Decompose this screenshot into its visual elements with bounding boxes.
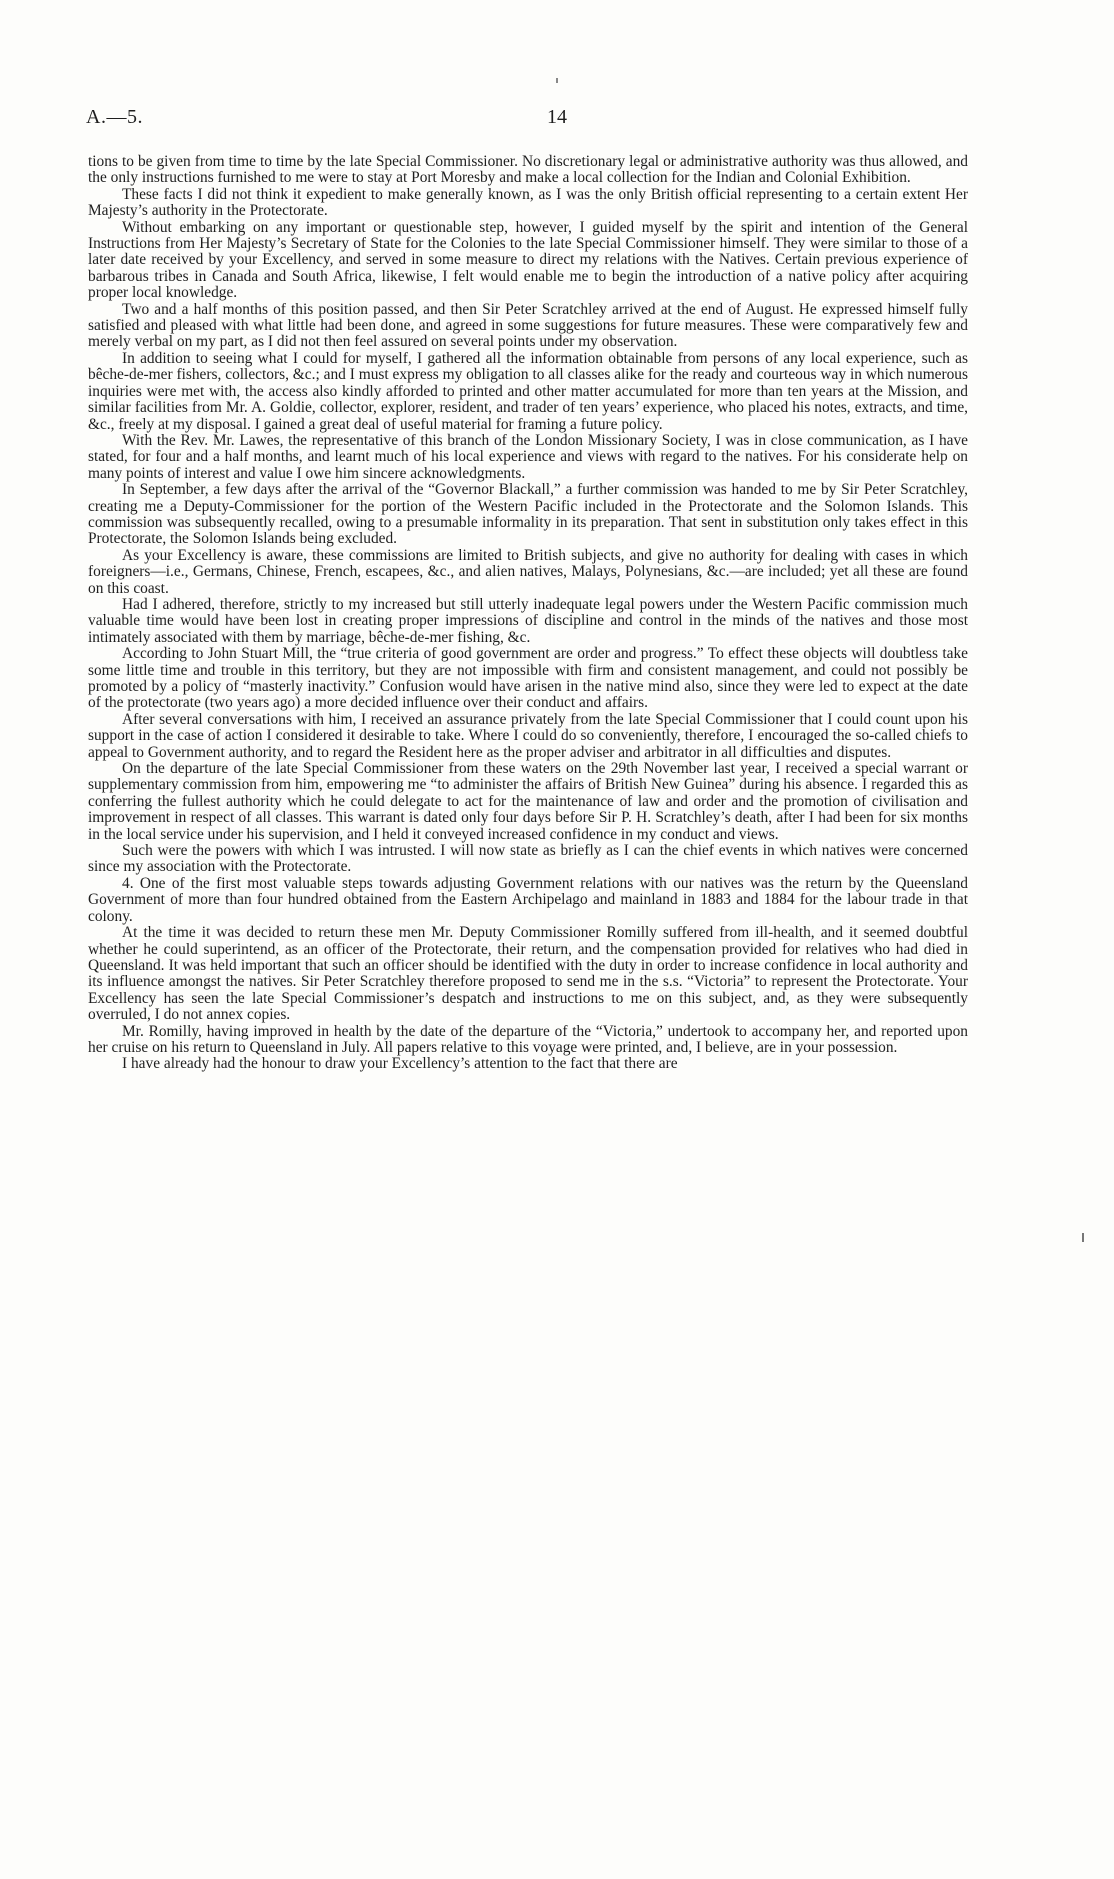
paragraph: After several conversations with him, I received an assurance privately from the late Special Commissioner that I could count upon his support in the case of action I considered it desirable to take. Where I could do so conveniently, therefore, I encouraged the so-called chiefs to appeal to Government authority, and to regard the Resident here as the proper adviser and arbitrator in all difficulties and disputes. <box>88 710 968 761</box>
page-header <box>86 106 1028 136</box>
paragraph: With the Rev. Mr. Lawes, the representative of this branch of the London Missionary Society, I was in close communication, as I have stated, for four and a half months, and learnt much of his local experience and views with regard to the natives. For his considerate help on many points of interest and value I owe him sincere acknowledgments. <box>88 431 968 482</box>
page-number: 14 <box>547 106 567 128</box>
paragraph: At the time it was decided to return these men Mr. Deputy Commissioner Romilly suffered from ill-health, and it seemed doubtful whether he could superintend, as an officer of the Protectorate, their return, and the compensation provided for relatives who had died in Queensland. It was held important that such an officer should be identified with the duty in order to increase confidence in local authority and its influence amongst the natives. Sir Peter Scratchley therefore proposed to send me in the s.s. “Victoria” to represent the Protectorate. Your Excellency has seen the late Special Commissioner’s despatch and instructions to me on this subject, and, as they were subsequently overruled, I do not annex copies. <box>88 924 968 1024</box>
paragraph: Two and a half months of this position passed, and then Sir Peter Scratchley arrived at the end of August. He expressed himself fully satisfied and pleased with what little had been done, and agreed in some suggestions for future measures. These were comparatively few and merely verbal on my part, as I did not then feel assured on several points under my observation. <box>88 300 968 351</box>
section-paragraph: 4. One of the first most valuable steps towards adjusting Government relations with our natives was the return by the Queensland Government of more than four hundred obtained from the Eastern Archipelago and mainland in 1883 and 1884 for the labour trade in that colony. <box>88 874 968 925</box>
paragraph: In September, a few days after the arrival of the “Governor Blackall,” a further commission was handed to me by Sir Peter Scratchley, creating me a Deputy-Commissioner for the portion of the Western Pacific included in the Protectorate and the Solomon Islands. This commission was subsequently recalled, owing to a presumable informality in its preparation. That sent in substitution only takes effect in this Protectorate, the Solomon Islands being excluded. <box>88 481 968 548</box>
paragraph: tions to be given from time to time by the late Special Commissioner. No discretionary legal or administrative authority was thus allowed, and the only instructions furnished to me were to stay at Port Moresby and make a local collection for the Indian and Colonial Exhibition. <box>88 153 968 187</box>
paragraph: In addition to seeing what I could for myself, I gathered all the information obtainable from persons of any local experience, such as bêche-de-mer fishers, collectors, &c.; and I must express my obligation to all classes alike for the ready and courteous way in which numerous inquiries were met with, the access also kindly afforded to printed and other matter accumulated for more than ten years at the Mission, and similar facilities from Mr. A. Goldie, collector, explorer, resident, and trader of ten years’ experience, who placed his notes, extracts, and time, &c., freely at my disposal. I gained a great deal of useful material for framing a future policy. <box>88 349 968 433</box>
body-text <box>88 154 968 1073</box>
document-reference: A.—5. <box>86 106 143 128</box>
scan-speck <box>1082 1233 1084 1242</box>
paragraph: As your Excellency is aware, these commissions are limited to British subjects, and give no authority for dealing with cases in which foreigners—i.e., Germans, Chinese, French, escapees, &c., and alien natives, Malays, Polynesians, &c.—are included; yet all these are found on this coast. <box>88 546 968 597</box>
paragraph: Without embarking on any important or questionable step, however, I guided myself by the spirit and intention of the General Instructions from Her Majesty’s Secretary of State for the Colonies to the late Special Commissioner himself. They were similar to those of a later date received by your Excellency, and served in some measure to direct my relations with the Natives. Certain previous experience of barbarous tribes in Canada and South Africa, likewise, I felt would enable me to begin the introduction of a native policy after acquiring proper local knowledge. <box>88 218 968 302</box>
paragraph: I have already had the honour to draw your Excellency’s attention to the fact that there are <box>122 1055 678 1073</box>
paragraph: Such were the powers with which I was intrusted. I will now state as briefly as I can the chief events in which natives were concerned since my association with the Protectorate. <box>88 842 968 876</box>
scan-speck <box>556 78 558 83</box>
paragraph: Mr. Romilly, having improved in health by the date of the departure of the “Victoria,” undertook to accompany her, and reported upon her cruise on his return to Queensland in July. All papers relative to this voyage were printed, and, I believe, are in your possession. <box>88 1022 968 1056</box>
paragraph: Had I adhered, therefore, strictly to my increased but still utterly inadequate legal powers under the Western Pacific commission much valuable time would have been lost in creating proper impressions of discipline and control in the minds of the natives and those most intimately associated with them by marriage, bêche-de-mer fishing, &c. <box>88 595 968 646</box>
paragraph: According to John Stuart Mill, the “true criteria of good government are order and progress.” To effect these objects will doubtless take some little time and trouble in this territory, but they are not impossible with firm and consistent management, and could not possibly be promoted by a policy of “masterly inactivity.” Confusion would have arisen in the native mind also, since they were led to expect at the date of the protectorate (two years ago) a more decided influence over their conduct and affairs. <box>88 645 968 712</box>
paragraph: On the departure of the late Special Commissioner from these waters on the 29th November last year, I received a special warrant or supplementary commission from him, empowering me “to administer the affairs of British New Guinea” during his absence. I regarded this as conferring the fullest authority which he could delegate to act for the maintenance of law and order and the promotion of civilisation and improvement in respect of all classes. This warrant is dated only four days before Sir P. H. Scratchley’s death, after I had been for six months in the local service under his supervision, and I held it conveyed increased confidence in my conduct and views. <box>88 760 968 843</box>
paragraph: These facts I did not think it expedient to make generally known, as I was the only British official representing to a certain extent Her Majesty’s authority in the Protectorate. <box>88 185 968 220</box>
